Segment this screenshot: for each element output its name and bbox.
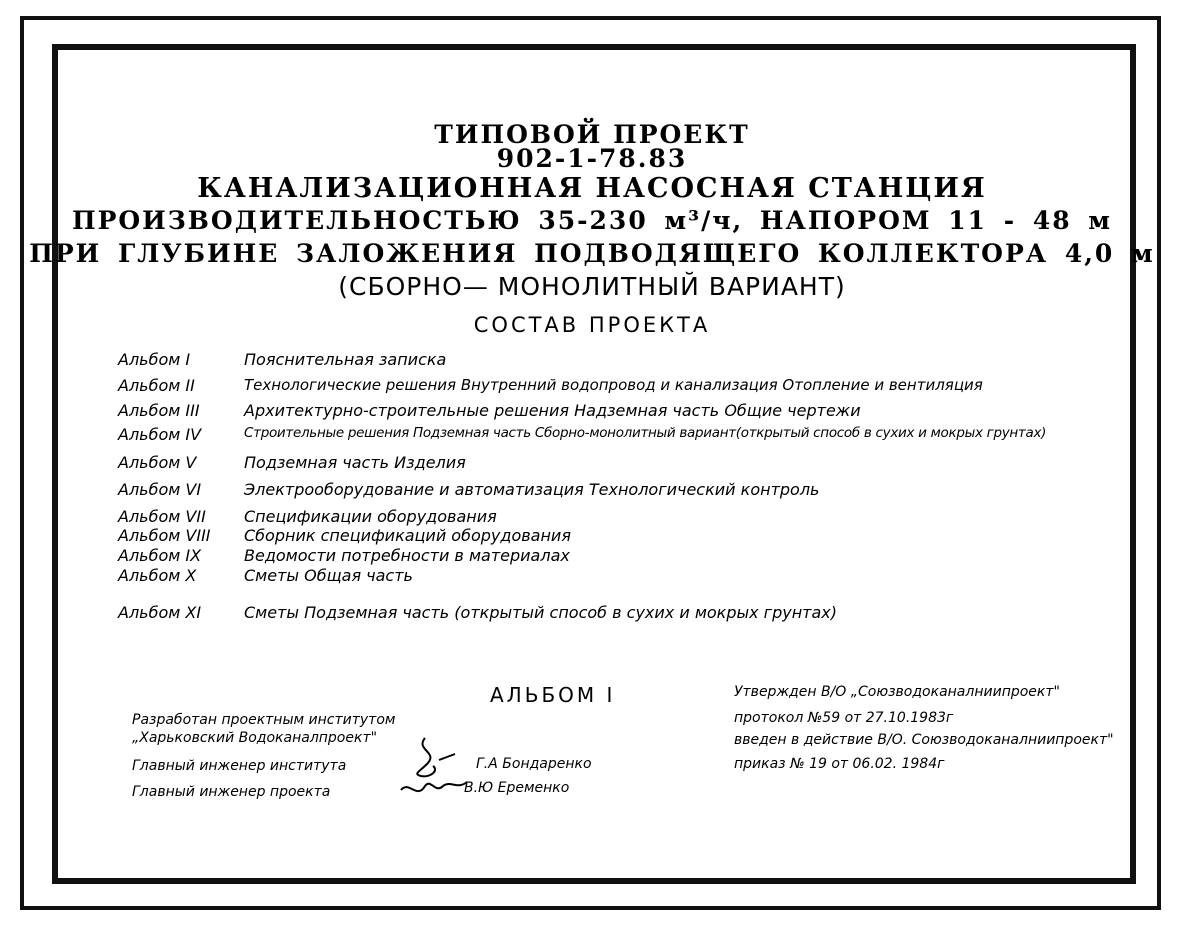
album-description: Технологические решения Внутренний водопровод и канализация Отопление и вентиляция [244,376,983,394]
current-album-label: АЛЬБОМ I [490,683,616,707]
approval-line3: введен в действие В/О. Союзводоканалниипроект" [734,732,1114,748]
approval-line1: Утвержден В/О „Союзводоканалниипроект" [734,684,1060,700]
album-label: Альбом IV [118,425,202,444]
approval-line4: приказ № 19 от 06.02. 1984г [734,756,945,772]
album-description: Подземная часть Изделия [244,453,466,472]
project-variant: (СБОРНО— МОНОЛИТНЫЙ ВАРИАНТ) [338,272,846,301]
album-description: Сборник спецификаций оборудования [244,526,571,545]
album-label: Альбом V [118,453,197,472]
album-description: Ведомости потребности в материалах [244,546,570,565]
album-label: Альбом VIII [118,526,211,545]
signature-icon [395,730,475,805]
approval-line2: протокол №59 от 27.10.1983г [734,710,954,726]
album-label: Альбом X [118,566,197,585]
album-label: Альбом VII [118,507,206,526]
album-label: Альбом II [118,376,195,395]
album-description: Сметы Подземная часть (открытый способ в сухих и мокрых грунтах) [244,603,838,622]
album-description: Спецификации оборудования [244,507,497,526]
chief-project-name: В.Ю Еременко [464,780,570,796]
album-label: Альбом III [118,401,200,420]
album-description: Архитектурно-строительные решения Надземная часть Общие чертежи [244,401,861,420]
chief-institute-label: Главный инженер института [132,758,347,774]
album-label: Альбом I [118,350,191,369]
developer-line1: Разработан проектным институтом [132,712,396,728]
album-label: Альбом IX [118,546,202,565]
composition-heading: СОСТАВ ПРОЕКТА [473,313,711,337]
developer-line2: „Харьковский Водоканалпроект" [132,730,378,746]
album-label: Альбом VI [118,480,202,499]
chief-project-label: Главный инженер проекта [132,784,331,800]
project-depth: ПРИ ГЛУБИНЕ ЗАЛОЖЕНИЯ ПОДВОДЯЩЕГО КОЛЛЕКТОРА 4,0 м [29,239,1155,268]
album-label: Альбом XI [118,603,202,622]
album-description: Строительные решения Подземная часть Сборно-монолитный вариант(открытый способ в сухих и мокрых грунтах) [244,425,1047,441]
project-capacity: ПРОИЗВОДИТЕЛЬНОСТЬЮ 35-230 м³/ч, НАПОРОМ 11 - 48 м [71,206,1113,235]
chief-institute-name: Г.А Бондаренко [476,756,592,772]
album-description: Пояснительная записка [244,350,447,369]
project-type-title: ТИПОВОЙ ПРОЕКТ [434,120,750,149]
project-number: 902-1-78.83 [496,144,688,173]
project-name: КАНАЛИЗАЦИОННАЯ НАСОСНАЯ СТАНЦИЯ [197,173,987,204]
album-description: Сметы Общая часть [244,566,413,585]
album-description: Электрооборудование и автоматизация Технологический контроль [244,480,820,499]
